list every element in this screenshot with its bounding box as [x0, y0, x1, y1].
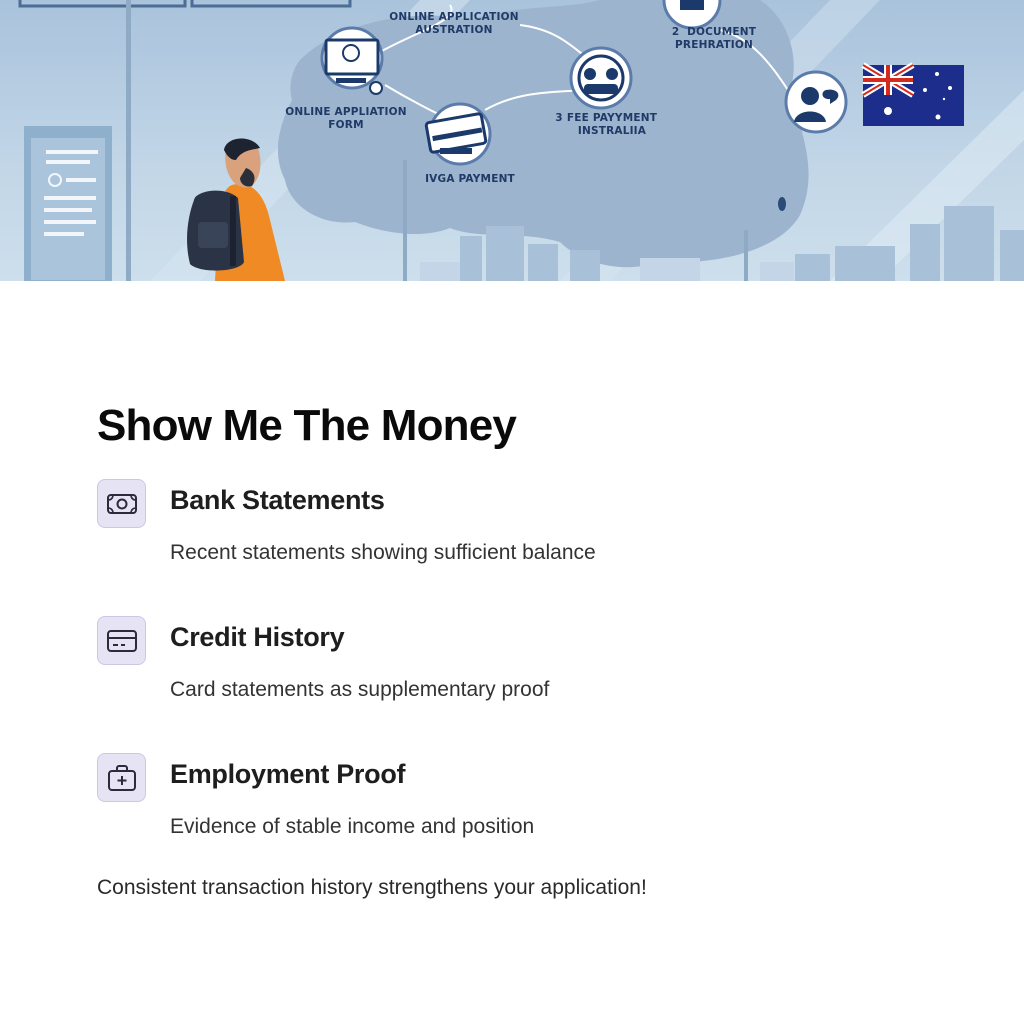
hero-step-online-application: ONLINE APPLICATION AUSTRATION	[389, 11, 519, 36]
requirement-item-credit-history	[97, 616, 957, 706]
requirement-item-bank-statements	[97, 479, 957, 569]
briefcase-icon	[97, 753, 146, 802]
hero-step-document: 2 DOCUMENT PREHRATION	[671, 26, 757, 51]
people-icon	[571, 48, 631, 108]
credit-card-icon	[97, 616, 146, 665]
banknote-icon	[97, 479, 146, 528]
footer-note: Consistent transaction history strengthens your application!	[97, 876, 647, 899]
hero-step-form: ONLINE APPLIATION FORM	[285, 106, 407, 131]
australia-flag-icon	[863, 65, 964, 126]
requirement-title: Bank Statements	[170, 485, 385, 515]
requirement-item-employment-proof	[97, 753, 957, 843]
hero-scene	[0, 0, 1024, 281]
requirement-title: Employment Proof	[170, 759, 406, 789]
hero-step-fee-number: 3	[555, 112, 563, 124]
hero-illustration	[0, 0, 1024, 281]
requirement-description: Recent statements showing sufficient balance	[170, 541, 596, 564]
hero-step-visa-payment: IVGA PAYMENT	[425, 173, 515, 185]
requirement-title: Credit History	[170, 622, 345, 652]
section-title: Show Me The Money	[97, 401, 517, 450]
hero-step-fee: FEE PAYYMENT INSTRALIIA	[566, 112, 658, 137]
support-agent-icon	[786, 72, 846, 132]
tasmania-mark	[778, 197, 786, 211]
requirement-description: Evidence of stable income and position	[170, 815, 535, 838]
requirement-description: Card statements as supplementary proof	[170, 678, 550, 701]
